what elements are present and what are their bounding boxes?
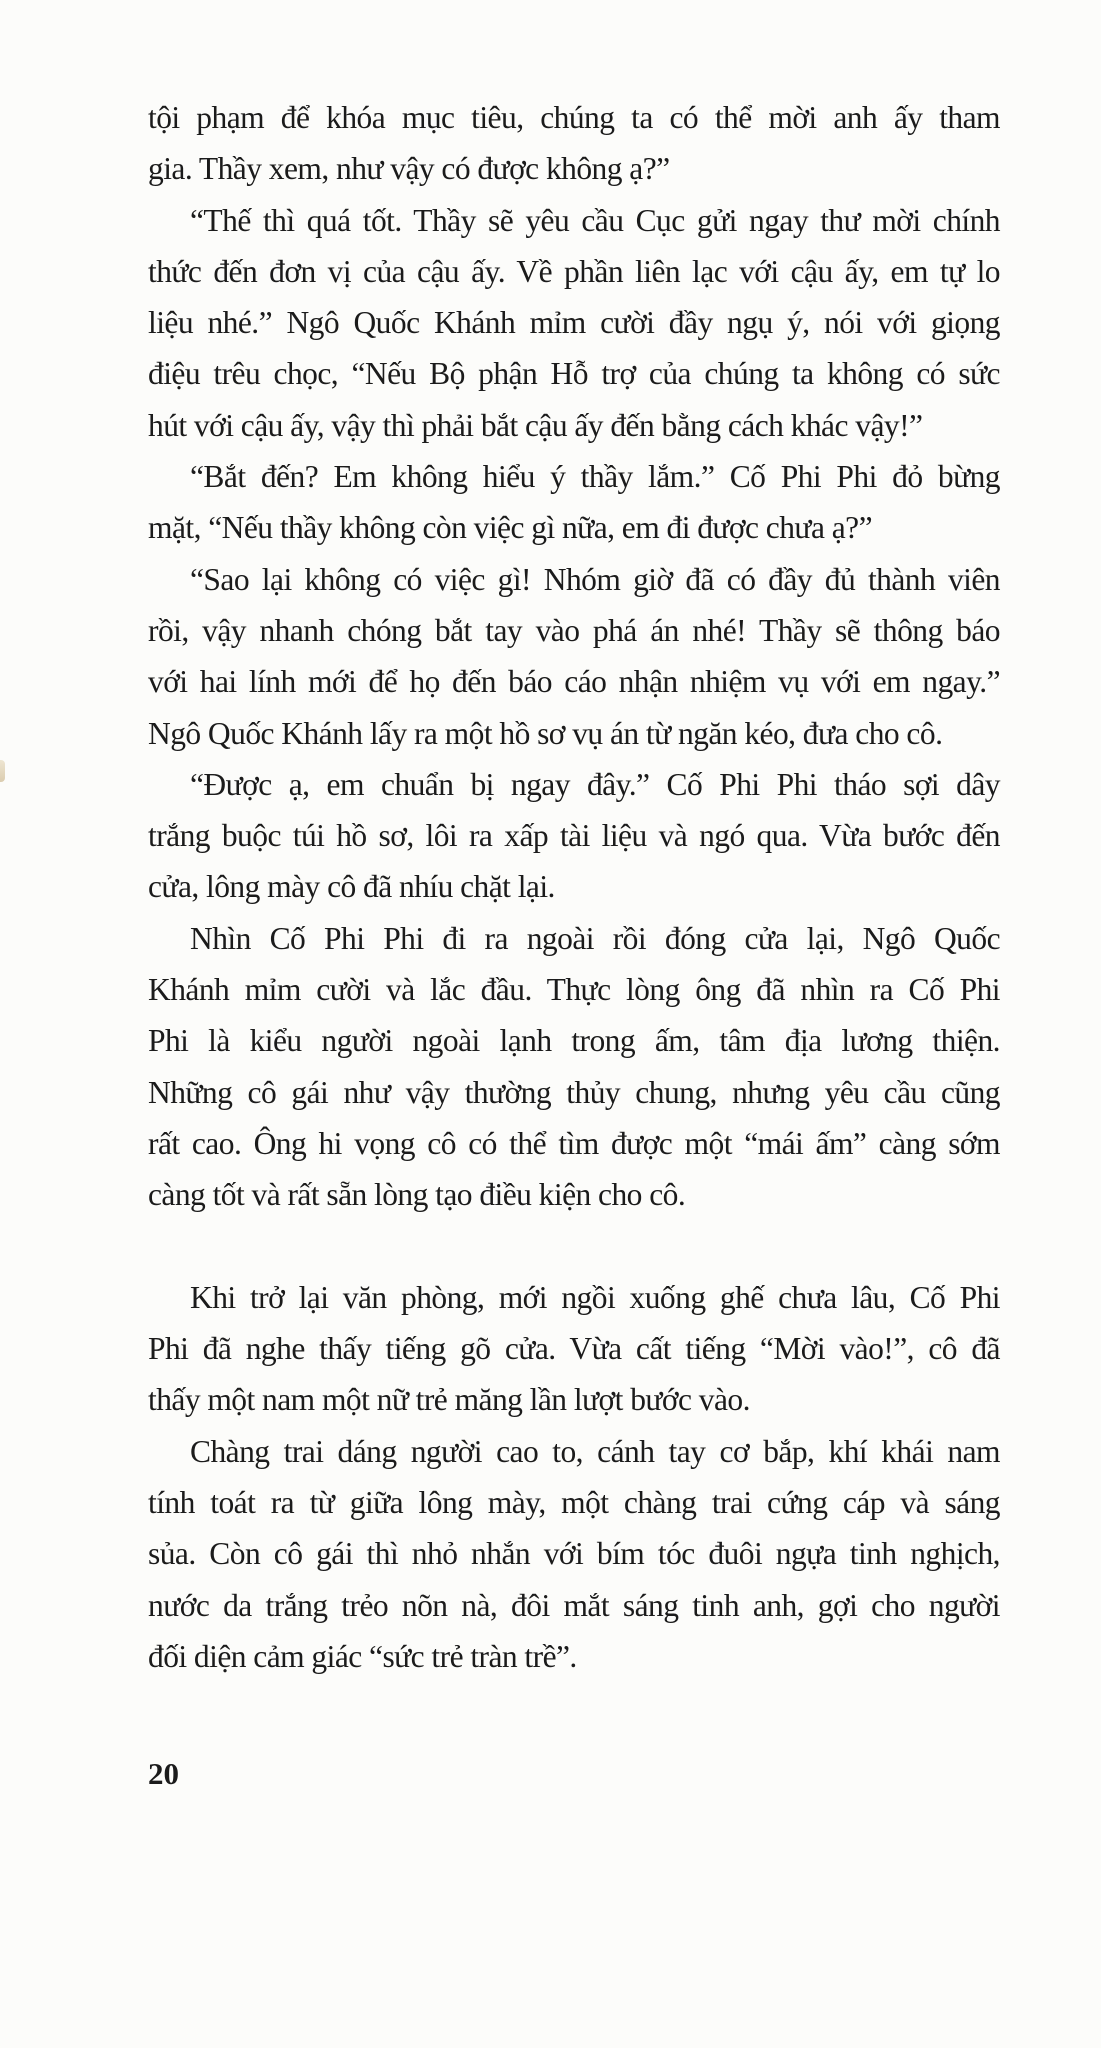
text-line: “Được ạ, em chuẩn bị ngay đây.” Cố Phi Phi tháo sợi dây — [190, 766, 1000, 802]
text-line: rất cao. Ông hi vọng cô có thể tìm được một “mái ấm” càng sớm — [148, 1125, 1000, 1161]
text-line: nước da trắng trẻo nõn nà, đôi mắt sáng tinh anh, gợi cho người — [148, 1587, 1000, 1623]
text-line: thức đến đơn vị của cậu ấy. Về phần liên lạc với cậu ấy, em tự lo — [148, 253, 1000, 289]
text-line: tính toát ra từ giữa lông mày, một chàng trai cứng cáp và sáng — [148, 1485, 1000, 1521]
text-line: hút với cậu ấy, vậy thì phải bắt cậu ấy đến bằng cách khác vậy!” — [148, 407, 923, 443]
text-line: tội phạm để khóa mục tiêu, chúng ta có thể mời anh ấy tham — [148, 100, 1000, 135]
text-line: Khi trở lại văn phòng, mới ngồi xuống ghế chưa lâu, Cố Phi — [190, 1279, 1000, 1315]
text-line: “Bắt đến? Em không hiểu ý thầy lắm.” Cố Phi Phi đỏ bừng — [190, 459, 1000, 495]
text-line: đối diện cảm giác “sức trẻ tràn trề”. — [148, 1638, 577, 1674]
text-line: Chàng trai dáng người cao to, cánh tay cơ bắp, khí khái nam — [190, 1433, 1000, 1469]
text-line: sủa. Còn cô gái thì nhỏ nhắn với bím tóc đuôi ngựa tinh nghịch, — [148, 1536, 1000, 1572]
text-line: mặt, “Nếu thầy không còn việc gì nữa, em đi được chưa ạ?” — [148, 510, 873, 546]
text-line: Phi đã nghe thấy tiếng gõ cửa. Vừa cất tiếng “Mời vào!”, cô đã — [148, 1331, 1000, 1367]
text-line: Nhìn Cố Phi Phi đi ra ngoài rồi đóng cửa lại, Ngô Quốc — [190, 920, 1000, 956]
text-line: Những cô gái như vậy thường thủy chung, nhưng yêu cầu cũng — [148, 1074, 1000, 1110]
scan-fleck — [0, 760, 5, 782]
section-break — [148, 1221, 1000, 1272]
text-line: trắng buộc túi hồ sơ, lôi ra xấp tài liệu và ngó qua. Vừa bước đến — [148, 818, 1000, 854]
page-number: 20 — [148, 1756, 179, 1791]
text-line: càng tốt và rất sẵn lòng tạo điều kiện cho cô. — [148, 1177, 686, 1213]
text-line: thấy một nam một nữ trẻ măng lần lượt bước vào. — [148, 1382, 750, 1418]
text-line: liệu nhé.” Ngô Quốc Khánh mỉm cười đầy ngụ ý, nói với giọng — [148, 305, 1000, 341]
page-body-text — [148, 92, 1000, 1682]
text-line: điệu trêu chọc, “Nếu Bộ phận Hỗ trợ của chúng ta không có sức — [148, 356, 1000, 392]
text-line: Ngô Quốc Khánh lấy ra một hồ sơ vụ án từ ngăn kéo, đưa cho cô. — [148, 715, 943, 751]
text-line: “Sao lại không có việc gì! Nhóm giờ đã có đầy đủ thành viên — [190, 561, 1000, 597]
text-line: gia. Thầy xem, như vậy có được không ạ?” — [148, 151, 670, 187]
text-line: với hai lính mới để họ đến báo cáo nhận nhiệm vụ với em ngay.” — [148, 664, 1000, 700]
text-line: Phi là kiểu người ngoài lạnh trong ấm, tâm địa lương thiện. — [148, 1023, 1000, 1059]
text-line: “Thế thì quá tốt. Thầy sẽ yêu cầu Cục gửi ngay thư mời chính — [190, 202, 1000, 238]
text-line: rồi, vậy nhanh chóng bắt tay vào phá án nhé! Thầy sẽ thông báo — [148, 612, 1000, 648]
text-line: Khánh mỉm cười và lắc đầu. Thực lòng ông đã nhìn ra Cố Phi — [148, 972, 1000, 1008]
text-line: cửa, lông mày cô đã nhíu chặt lại. — [148, 869, 555, 905]
